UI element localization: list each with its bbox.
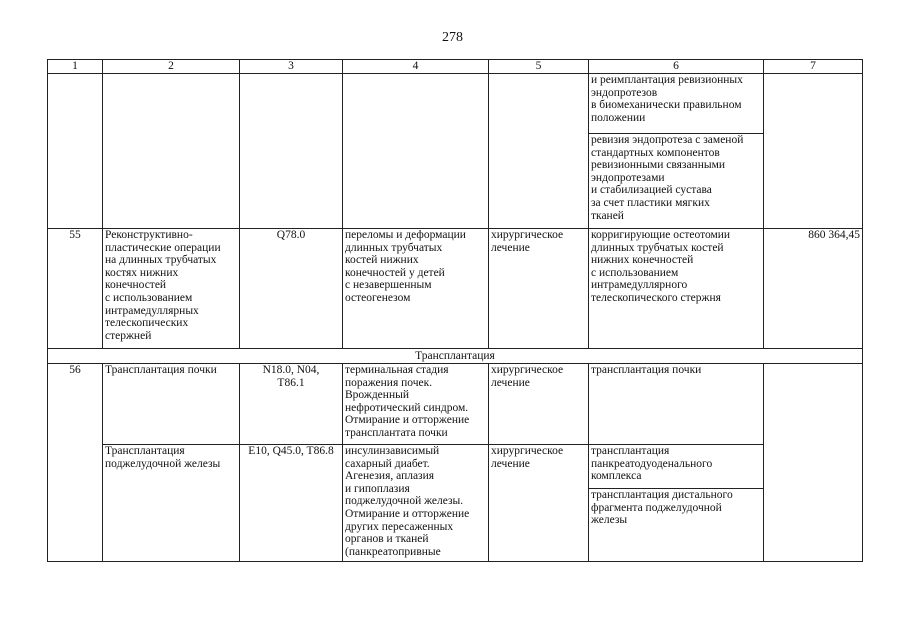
table-row-55 — [48, 229, 863, 349]
cell-empty — [489, 74, 589, 229]
method-cell: и реимплантация ревизионных эндопротезов в биомеханически правильном положении — [589, 74, 764, 134]
icd-code-cell: N18.0, N04, T86.1 — [240, 364, 343, 445]
cell-empty — [103, 74, 240, 229]
method-cell: трансплантация почки — [589, 364, 764, 445]
column-number-row — [48, 60, 863, 74]
condition-cell: инсулинзависимый сахарный диабет. Агенезия, аплазия и гипоплазия поджелудочной железы. Отмирание и отторжение других пересаженных органов и тканей (панкреатопривные — [343, 445, 489, 562]
cell-empty — [343, 74, 489, 229]
medical-procedures-table — [47, 59, 863, 562]
cost-cell: 860 364,45 — [764, 229, 863, 349]
row-number-cell: 55 — [48, 229, 103, 349]
method-cell: корригирующие остеотомии длинных трубчатых костей нижних конечностей с использованием интрамедуллярного телескопического стержня — [589, 229, 764, 349]
column-header: 7 — [764, 60, 863, 74]
icd-code-cell: E10, Q45.0, T86.8 — [240, 445, 343, 562]
treatment-type-cell: хирургическое лечение — [489, 229, 589, 349]
icd-code-cell: Q78.0 — [240, 229, 343, 349]
treatment-type-cell: хирургическое лечение — [489, 364, 589, 445]
section-title: Трансплантация — [48, 349, 863, 364]
page-number: 278 — [442, 30, 463, 45]
column-header: 2 — [103, 60, 240, 74]
section-header-row — [48, 349, 863, 364]
cost-cell — [764, 364, 863, 562]
procedure-name-cell: Реконструктивно- пластические операции на длинных трубчатых костях нижних конечностей с использованием интрамедуллярных телескопических стержней — [103, 229, 240, 349]
method-cell: трансплантация панкреатодуоденального комплекса — [589, 445, 764, 489]
method-cell: трансплантация дистального фрагмента поджелудочной железы — [589, 489, 764, 562]
row-number-cell: 56 — [48, 364, 103, 562]
cell-empty — [764, 74, 863, 229]
condition-cell: терминальная стадия поражения почек. Врожденный нефротический синдром. Отмирание и отторжение трансплантата почки — [343, 364, 489, 445]
procedure-name-cell: Трансплантация почки — [103, 364, 240, 445]
table-row-56-pancreas — [48, 445, 863, 489]
column-header: 1 — [48, 60, 103, 74]
column-header: 6 — [589, 60, 764, 74]
cell-empty — [240, 74, 343, 229]
condition-cell: переломы и деформации длинных трубчатых костей нижних конечностей у детей с незавершенным остеогенезом — [343, 229, 489, 349]
treatment-type-cell: хирургическое лечение — [489, 445, 589, 562]
column-header: 3 — [240, 60, 343, 74]
table-row-continuation-a — [48, 74, 863, 134]
column-header: 5 — [489, 60, 589, 74]
cell-empty — [48, 74, 103, 229]
procedure-name-cell: Трансплантация поджелудочной железы — [103, 445, 240, 562]
table-row-56-kidney — [48, 364, 863, 445]
column-header: 4 — [343, 60, 489, 74]
method-cell: ревизия эндопротеза с заменой стандартных компонентов ревизионными связанными эндопротезами и стабилизацией сустава за счет пластики мягких тканей — [589, 134, 764, 229]
